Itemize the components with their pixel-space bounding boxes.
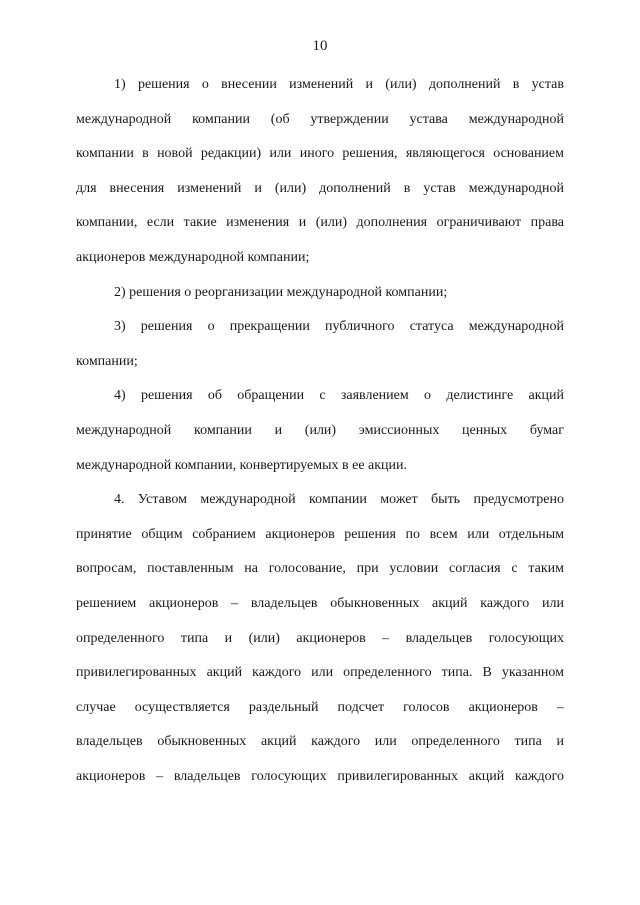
text-line: компании; xyxy=(76,353,138,369)
text-line: решением акционеров – владельцев обыкновенных акций каждого или xyxy=(76,595,564,611)
text-line: для внесения изменений и (или) дополнений в устав международной xyxy=(76,180,564,196)
text-line: международной компании (об утверждении устава международной xyxy=(76,111,564,127)
text-line: 4) решения об обращении с заявлением о делистинге акций xyxy=(114,388,564,404)
text-line: международной компании, конвертируемых в ее акции. xyxy=(76,457,408,473)
text-line: 3) решения о прекращении публичного статуса международной xyxy=(114,319,564,335)
text-line: компании в новой редакции) или иного решения, являющегося основанием xyxy=(76,146,564,162)
text-line: привилегированных акций каждого или определенного типа. В указанном xyxy=(76,665,564,681)
text-line: владельцев обыкновенных акций каждого или определенного типа и xyxy=(76,734,564,750)
text-line: принятие общим собранием акционеров решения по всем или отдельным xyxy=(76,526,564,542)
text-line: акционеров – владельцев голосующих привилегированных акций каждого xyxy=(76,768,564,784)
text-line: вопросам, поставленным на голосование, при условии согласия с таким xyxy=(76,561,564,577)
text-line: акционеров международной компании; xyxy=(76,249,310,265)
page-number: 10 xyxy=(312,38,328,54)
text-line: компании, если такие изменения и (или) дополнения ограничивают права xyxy=(76,215,564,231)
text-line: 2) решения о реорганизации международной компании; xyxy=(114,284,448,300)
document-body xyxy=(76,68,564,794)
text-line: определенного типа и (или) акционеров – владельцев голосующих xyxy=(76,630,564,646)
text-line: случае осуществляется раздельный подсчет голосов акционеров – xyxy=(76,699,564,715)
text-line: международной компании и (или) эмиссионных ценных бумаг xyxy=(76,422,564,438)
text-line: 4. Уставом международной компании может быть предусмотрено xyxy=(114,492,564,508)
text-line: 1) решения о внесении изменений и (или) дополнений в устав xyxy=(114,77,564,92)
